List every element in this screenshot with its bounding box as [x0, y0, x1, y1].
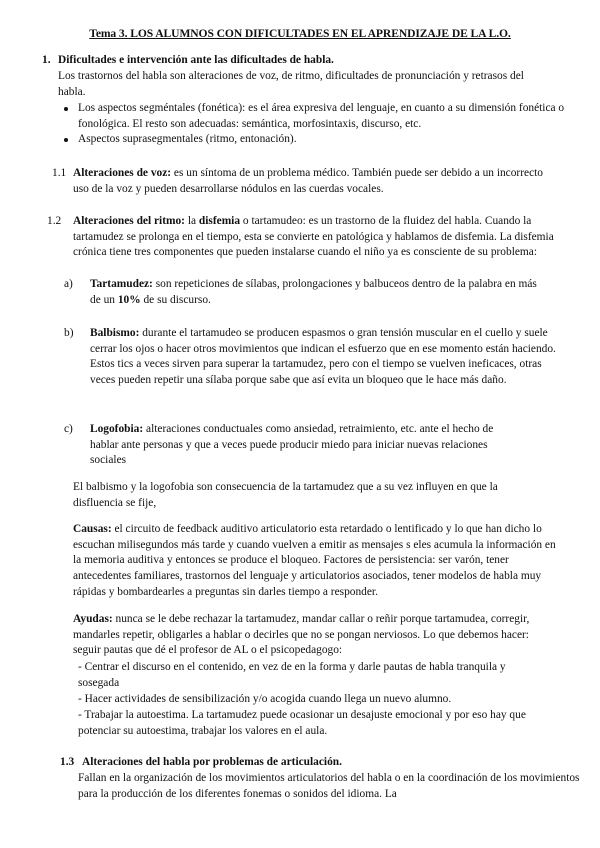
section-1-3-paragraph: Fallan en la organización de los movimientos articulatorios del habla o en la coordinación de los movimientos para la producción de los diferentes fonemas o sonidos del idioma. La: [78, 772, 580, 800]
bullet-item: Aspectos suprasegmentales (ritmo, entonación).: [78, 132, 566, 148]
bullet-item: Los aspectos segméntales (fonética): es el área expresiva del lenguaje, en cuanto a su dimensión fonética o fonológica. El resto son adecuadas: semántica, morfosintaxis, discurso, etc.: [78, 101, 566, 132]
bullet-icon: [64, 107, 68, 111]
dash-item-2: - Hacer actividades de sensibilización y/o acogida cuando llega un nuevo alumno.: [78, 693, 452, 705]
section-1-bullets: [78, 101, 566, 148]
ayudas-paragraph: Ayudas: nunca se le debe rechazar la tartamudez, mandar callar o reñir porque tartamudea, corregir, mandarles repetir, obligarles a hablar o decirles que no se pongan nerviosos. Lo que debemos hacer: seguir pautas que dé el profesor de AL o el psicopedagogo:: [73, 613, 530, 657]
section-1-3-number: 1.3: [60, 756, 75, 768]
item-a: a) Tartamudez: son repeticiones de sílabas, prolongaciones y balbuceos dentro de la palabra en más de un 10% de su discurso.: [64, 278, 537, 306]
causas-paragraph: Causas: el circuito de feedback auditivo articulatorio esta retardado o lentificado y lo que han dicho lo escuchan milisegundos más tarde y cuando vuelven a emitir as mensajes s eles acumula la información en la memoria auditiva y entonces se produce el bloqueo. Factores de persistencia: ser varón, tener antecedentes familiares, trastornos del lenguaje y articulatorios asociados, tener modelos de habla muy rápidas y bombardearles a preguntas sin darles tiempo a responder.: [73, 523, 556, 598]
item-b: b) Balbismo: durante el tartamudeo se producen espasmos o gran tensión muscular en el cuello y suele cerrar los ojos o hacer otros movimientos que indican el esfuerzo que en ese momento están haciendo. Estos tics a veces sirven para superar la tartamudez, pero con el tiempo se vuelven ineficaces, otras veces pueden repetir una sílaba porque sabe que así evita un bloqueo que le hace más daño.: [64, 327, 556, 387]
dash-item-1: - Centrar el discurso en el contenido, en vez de en la forma y darle pautas de habla tranquila y sosegada: [78, 661, 506, 689]
section-1-number: 1.: [42, 54, 51, 66]
dash-item-3: - Trabajar la autoestima. La tartamudez puede ocasionar un desajuste emocional y por eso hay que potenciar su autoestima, trabajar los valores en el aula.: [78, 709, 526, 737]
section-1-2-number: 1.2: [47, 215, 62, 227]
item-c: c) Logofobia: alteraciones conductuales como ansiedad, retraimiento, etc. ante el hecho de hablar ante personas y que a veces puede producir miedo para iniciar nuevas relaciones sociales: [64, 423, 494, 467]
section-1-intro: Los trastornos del habla son alteraciones de voz, de ritmo, dificultades de pronunciación y retrasos del habla.: [58, 70, 524, 98]
bullet-icon: [64, 138, 68, 142]
section-1-heading: Dificultades e intervención ante las dificultades de habla.: [58, 54, 334, 66]
section-1-2-paragraph: Alteraciones del ritmo: la disfemia o tartamudeo: es un trastorno de la fluidez del habla. Cuando la tartamudez se prolonga en el tiempo, esta se convierte en patológica y hablamos de disfemia. La disfemia crónica tiene tres componentes que pueden instalarse cuando el niño ya es consciente de su problema:: [73, 215, 554, 259]
section-1-1-paragraph: Alteraciones de voz: es un síntoma de un problema médico. También puede ser debido a un incorrecto uso de la voz y pueden desarrollarse nódulos en las cuerdas vocales.: [73, 167, 543, 195]
section-1-1-number: 1.1: [52, 167, 67, 179]
section-1-3-heading: Alteraciones del habla por problemas de articulación.: [82, 756, 342, 768]
page-title: Tema 3. LOS ALUMNOS CON DIFICULTADES EN EL APRENDIZAJE DE LA L.O.: [89, 27, 511, 40]
summary-paragraph: El balbismo y la logofobia son consecuencia de la tartamudez que a su vez influyen en que la disfluencia se fije,: [73, 481, 498, 509]
